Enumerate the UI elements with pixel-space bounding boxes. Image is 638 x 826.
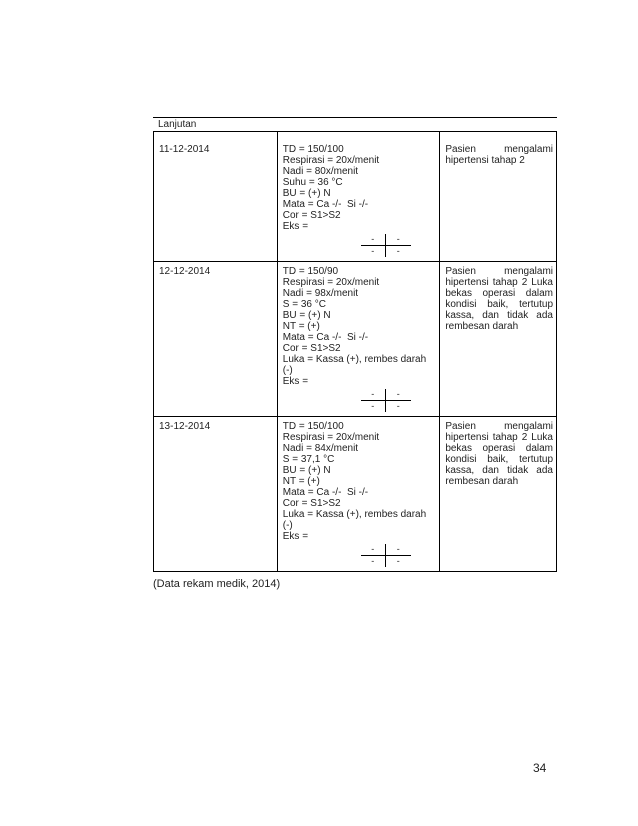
continuation-label: Lanjutan bbox=[158, 119, 197, 130]
finding-line: Cor = S1>S2 bbox=[282, 343, 341, 354]
finding-line: Cor = S1>S2 bbox=[282, 498, 341, 509]
finding-line: BU = (+) N bbox=[282, 188, 331, 199]
extremity-value: - bbox=[361, 401, 386, 412]
finding-line: Suhu = 36 °C bbox=[282, 177, 343, 188]
finding-line: NT = (+) bbox=[282, 321, 320, 332]
finding-line: TD = 150/90 bbox=[282, 266, 339, 277]
finding-line: Respirasi = 20x/menit bbox=[282, 155, 380, 166]
findings-cell bbox=[277, 262, 440, 417]
page-number: 34 bbox=[533, 761, 547, 775]
assessment-cell: Pasien mengalami hipertensi tahap 2 bbox=[440, 132, 557, 262]
finding-line: Cor = S1>S2 bbox=[282, 210, 341, 221]
findings-cell bbox=[277, 417, 440, 572]
finding-line: NT = (+) bbox=[282, 476, 320, 487]
assessment-cell: Pasien mengalami hipertensi tahap 2 Luka bekas operasi dalam kondisi baik, tertutup kassa, dan tidak ada rembesan darah bbox=[440, 262, 557, 417]
findings-cell bbox=[277, 132, 440, 262]
finding-line: Eks = bbox=[282, 221, 309, 232]
extremity-value: - bbox=[386, 389, 411, 401]
extremity-grid bbox=[361, 389, 411, 412]
date-cell: 12-12-2014 bbox=[154, 262, 278, 417]
extremity-value: - bbox=[361, 389, 386, 401]
top-rule bbox=[153, 117, 557, 118]
extremity-value: - bbox=[396, 246, 400, 256]
date-cell: 11-12-2014 bbox=[154, 132, 278, 262]
finding-line: Respirasi = 20x/menit bbox=[282, 432, 380, 443]
finding-line: TD = 150/100 bbox=[282, 144, 344, 155]
finding-line: Eks = bbox=[282, 531, 309, 542]
source-note: (Data rekam medik, 2014) bbox=[153, 578, 281, 590]
finding-line: Nadi = 98x/menit bbox=[282, 288, 359, 299]
finding-line: Mata = Ca -/- Si -/- bbox=[282, 199, 369, 210]
finding-line: Respirasi = 20x/menit bbox=[282, 277, 380, 288]
extremity-grid bbox=[361, 234, 411, 257]
finding-line: Nadi = 84x/menit bbox=[282, 443, 359, 454]
finding-line: Eks = bbox=[282, 376, 309, 387]
table-row bbox=[154, 262, 557, 417]
finding-line: Nadi = 80x/menit bbox=[282, 166, 359, 177]
finding-line: Luka = Kassa (+), rembes darah (-) bbox=[282, 354, 429, 376]
finding-line: TD = 150/100 bbox=[282, 421, 344, 432]
extremity-grid bbox=[361, 544, 411, 567]
extremity-value: - bbox=[361, 246, 386, 257]
extremity-value: - bbox=[386, 544, 411, 556]
extremity-value: - bbox=[361, 544, 386, 556]
medical-record-table bbox=[153, 131, 557, 572]
finding-line: Luka = Kassa (+), rembes darah (-) bbox=[282, 509, 429, 531]
table-row bbox=[154, 132, 557, 262]
table-row bbox=[154, 417, 557, 572]
assessment-cell: Pasien mengalami hipertensi tahap 2 Luka bekas operasi dalam kondisi baik, tertutup kassa, dan tidak ada rembesan darah bbox=[440, 417, 557, 572]
finding-line: BU = (+) N bbox=[282, 465, 331, 476]
extremity-value: - bbox=[396, 401, 400, 411]
finding-line: Mata = Ca -/- Si -/- bbox=[282, 487, 369, 498]
extremity-value: - bbox=[396, 556, 400, 566]
finding-line: S = 37,1 °C bbox=[282, 454, 335, 465]
finding-line: S = 36 °C bbox=[282, 299, 326, 310]
finding-line: Mata = Ca -/- Si -/- bbox=[282, 332, 369, 343]
extremity-value: - bbox=[386, 234, 411, 246]
extremity-value: - bbox=[361, 556, 386, 567]
finding-line: BU = (+) N bbox=[282, 310, 331, 321]
date-cell: 13-12-2014 bbox=[154, 417, 278, 572]
extremity-value: - bbox=[361, 234, 386, 246]
